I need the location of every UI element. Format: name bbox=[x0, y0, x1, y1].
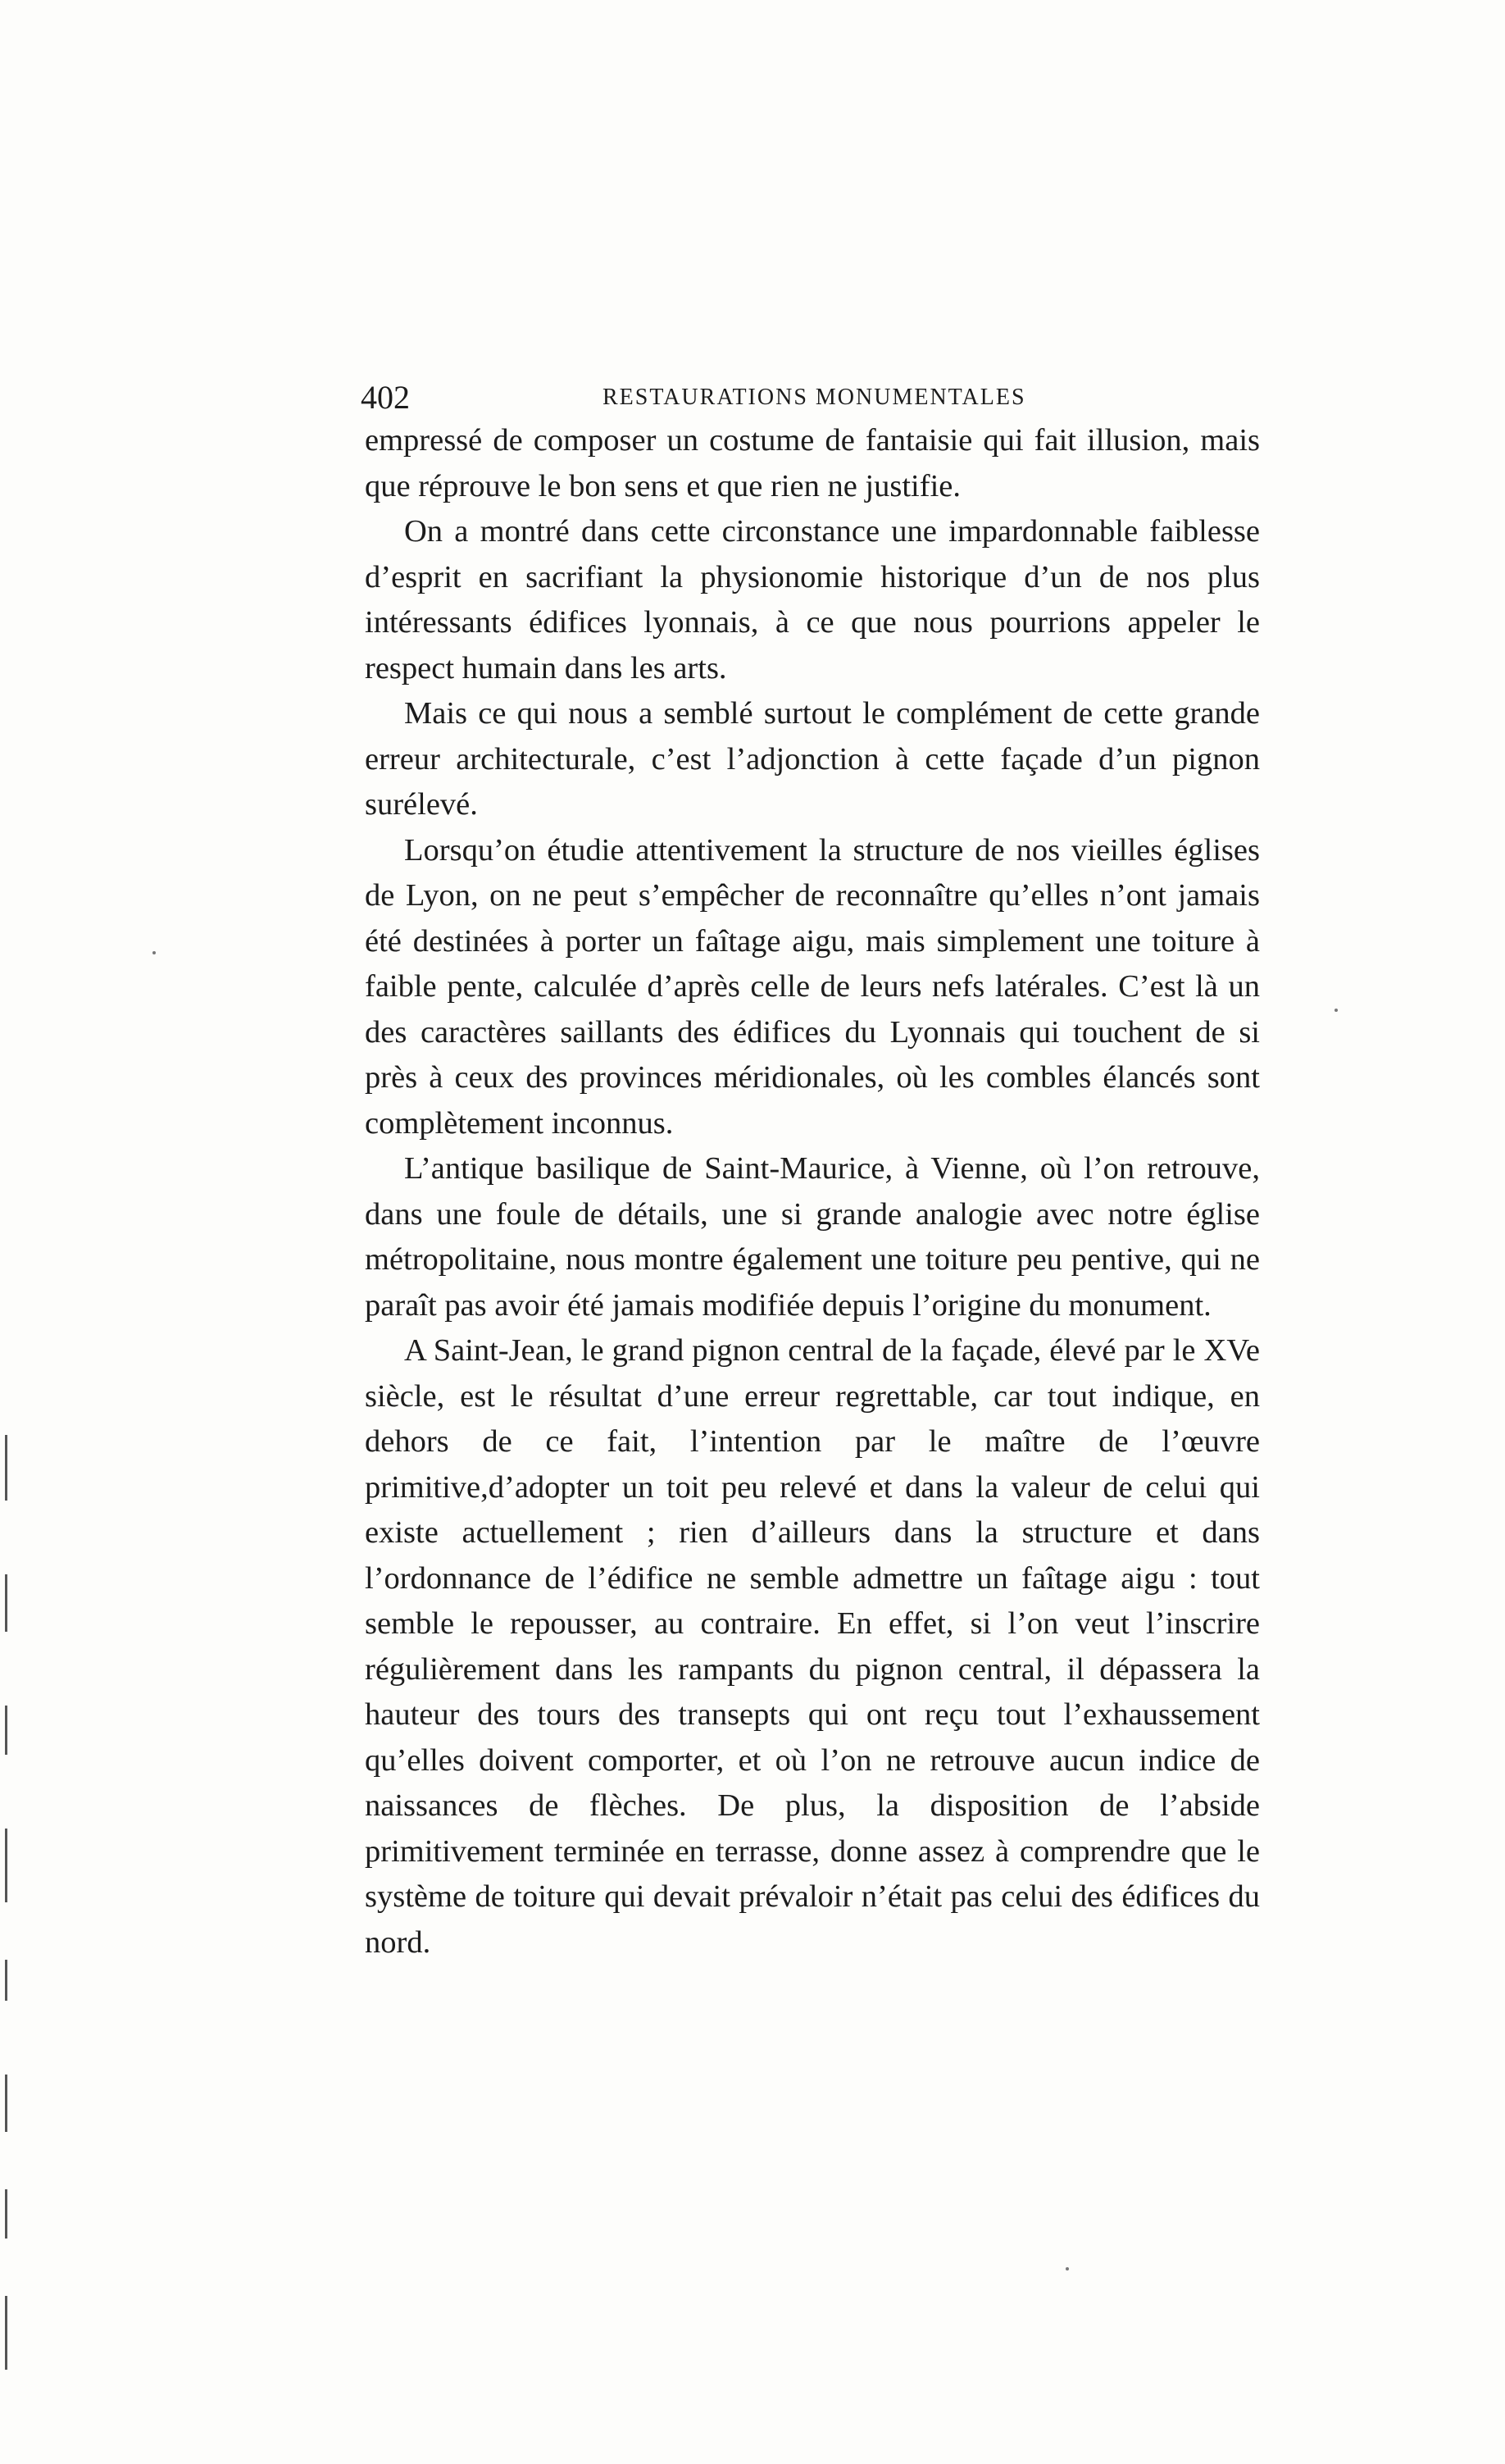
scan-mark bbox=[5, 2296, 7, 2370]
scan-mark bbox=[5, 1960, 7, 2001]
scan-mark bbox=[5, 2075, 7, 2132]
paragraph: L’antique basilique de Saint-Maurice, à Vienne, où l’on retrouve, dans une foule de détails, une si grande analogie avec notre église métropolitaine, nous montre également une toiture peu pentive, qui ne paraît pas avoir été jamais modifiée depuis l’origine du monument. bbox=[365, 1151, 1260, 1323]
scan-mark bbox=[5, 1435, 7, 1501]
page-number: 402 bbox=[361, 379, 410, 416]
scan-mark bbox=[5, 2189, 7, 2239]
scan-speck bbox=[1066, 2267, 1069, 2270]
scan-speck bbox=[152, 951, 156, 954]
scan-speck bbox=[1334, 1009, 1338, 1012]
paragraph: On a montré dans cette circonstance une impardonnable faiblesse d’esprit en sacrifiant la physionomie historique d’un de nos plus intéressants édifices lyonnais, à ce que nous pourrions appeler le respect humain dans les arts. bbox=[365, 514, 1260, 685]
body-text bbox=[365, 418, 1260, 1965]
paragraph: Lorsqu’on étudie attentivement la structure de nos vieilles églises de Lyon, on ne peut s’empêcher de reconnaître qu’elles n’ont jamais été destinées à porter un faîtage aigu, mais simplement une toiture à faible pente, calculée d’après celle de leurs nefs latérales. C’est là un des caractères saillants des édifices du Lyonnais qui touchent de si près à ceux des provinces méridionales, où les combles élancés sont complètement inconnus. bbox=[365, 832, 1260, 1141]
paragraph-continued: empressé de composer un costume de fantaisie qui fait illusion, mais que réprouve le bon sens et que rien ne justifie. bbox=[365, 423, 1260, 503]
running-title: RESTAURATIONS MONUMENTALES bbox=[602, 385, 1026, 410]
scan-margin-marks bbox=[5, 1435, 10, 2378]
scan-mark bbox=[5, 1574, 7, 1632]
paragraph: A Saint-Jean, le grand pignon central de la façade, élevé par le XVe siècle, est le résultat d’une erreur regrettable, car tout indique, en dehors de ce fait, l’intention par le maître de l’œuvre primitive,d’adopter un toit peu relevé et dans la valeur de celui qui existe actuellement ; rien d’ailleurs dans la structure et dans l’ordonnance de l’édifice ne semble admettre un faîtage aigu : tout semble le repousser, au contraire. En effet, si l’on veut l’inscrire régulièrement dans les rampants du pignon central, il dépassera la hauteur des tours des transepts qui ont reçu tout l’exhaussement qu’elles doivent comporter, et où l’on ne retrouve aucun indice de naissances de flèches. De plus, la disposition de l’abside primitivement terminée en terrasse, donne assez à comprendre que le système de toiture qui devait prévaloir n’était pas celui des édifices du nord. bbox=[365, 1333, 1260, 1960]
page-header bbox=[361, 373, 1262, 422]
paragraph: Mais ce qui nous a semblé surtout le complément de cette grande erreur architecturale, c’est l’adjonction à cette façade d’un pignon surélevé. bbox=[365, 696, 1260, 822]
scan-mark bbox=[5, 1829, 7, 1902]
scan-mark bbox=[5, 1706, 7, 1755]
